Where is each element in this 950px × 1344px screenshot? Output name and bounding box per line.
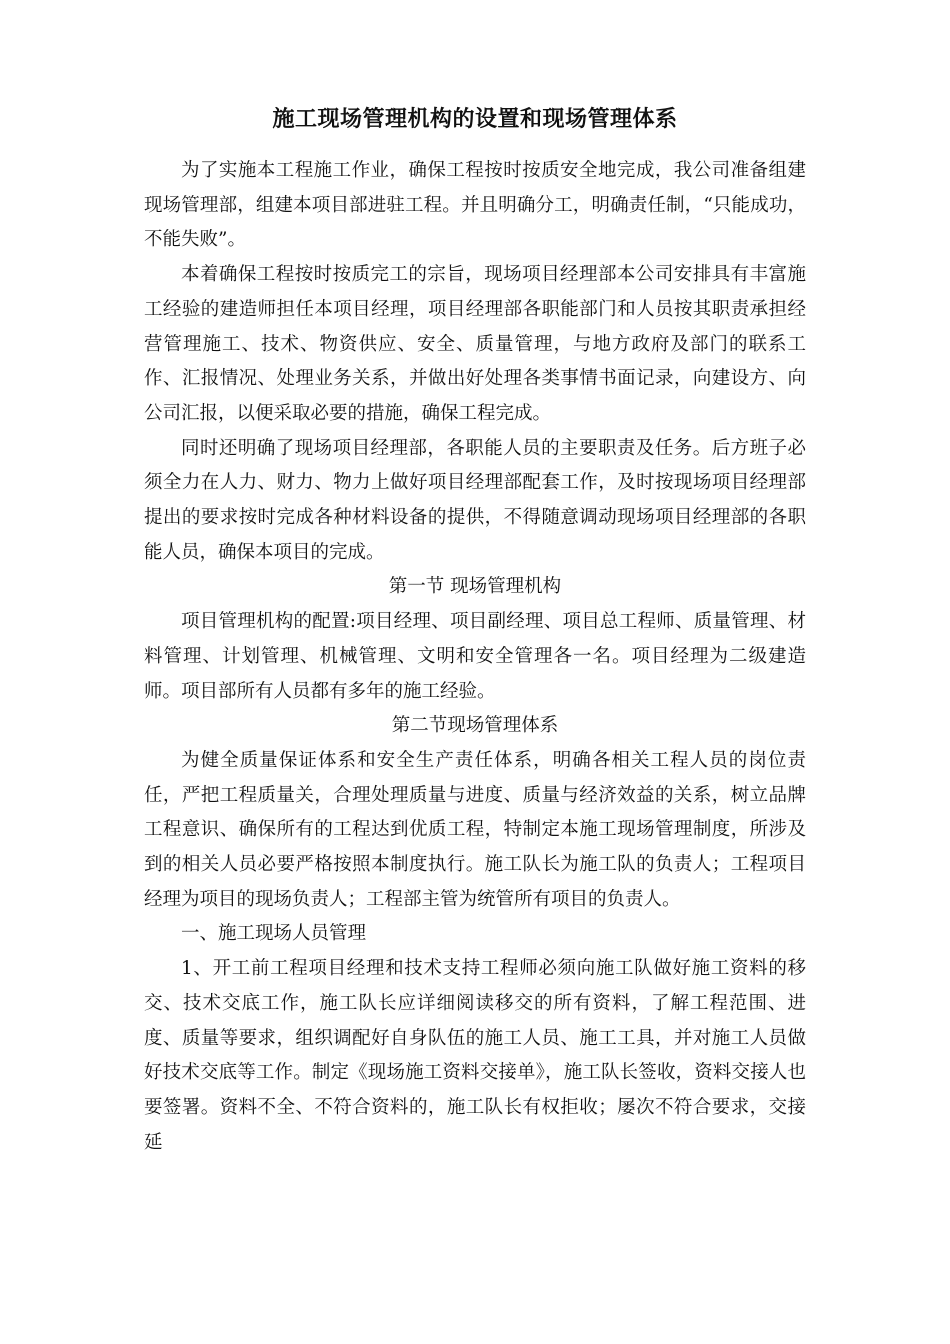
document-title: 施工现场管理机构的设置和现场管理体系 [272, 106, 678, 132]
intro-paragraph-2: 本着确保工程按时按质完工的宗旨，现场项目经理部本公司安排具有丰富施工经验的建造师担任本项目经理，项目经理部各职能部门和人员按其职责承担经营管理施工、技术、物资供应、安全、质量管理，与地方政府及部门的联系工作、汇报情况、处理业务关系，并做出好处理各类事情书面记录，向建设方、向公司汇报，以便采取必要的措施，确保工程完成。 [144, 264, 806, 424]
subsection-1-heading: 一、施工现场人员管理 [181, 923, 367, 945]
intro-paragraph-1: 为了实施本工程施工作业，确保工程按时按质安全地完成，我公司准备组建现场管理部，组建本项目部进驻工程。并且明确分工，明确责任制，“只能成功，不能失败”。 [144, 160, 806, 251]
list-item-1: 1、开工前工程项目经理和技术支持工程师必须向施工队做好施工资料的移交、技术交底工作，施工队长应详细阅读移交的所有资料，了解工程范围、进度、质量等要求，组织调配好自身队伍的施工人员、施工工具，并对施工人员做好技术交底等工作。制定《现场施工资料交接单》，施工队长签收，资料交接人也要签署。资料不全、不符合资料的，施工队长有权拒收；屡次不符合要求，交接延 [144, 958, 806, 1153]
section-2-paragraph: 为健全质量保证体系和安全生产责任体系，明确各相关工程人员的岗位责任，严把工程质量关，合理处理质量与进度、质量与经济效益的关系，树立品牌工程意识、确保所有的工程达到优质工程，特制定本施工现场管理制度，所涉及到的相关人员必要严格按照本制度执行。施工队长为施工队的负责人；工程项目经理为项目的现场负责人；工程部主管为统管所有项目的负责人。 [144, 749, 806, 910]
section-2-heading: 第二节现场管理体系 [391, 715, 559, 737]
document-body [144, 96, 806, 1160]
section-1-paragraph: 项目管理机构的配置:项目经理、项目副经理、项目总工程师、质量管理、材料管理、计划管理、机械管理、文明和安全管理各一名。项目经理为二级建造师。项目部所有人员都有多年的施工经验。 [144, 611, 806, 702]
intro-paragraph-3: 同时还明确了现场项目经理部，各职能人员的主要职责及任务。后方班子必须全力在人力、财力、物力上做好项目经理部配套工作，及时按现场项目经理部提出的要求按时完成各种材料设备的提供，不得随意调动现场项目经理部的各职能人员，确保本项目的完成。 [144, 437, 806, 563]
section-1-heading: 第一节 现场管理机构 [388, 576, 562, 598]
